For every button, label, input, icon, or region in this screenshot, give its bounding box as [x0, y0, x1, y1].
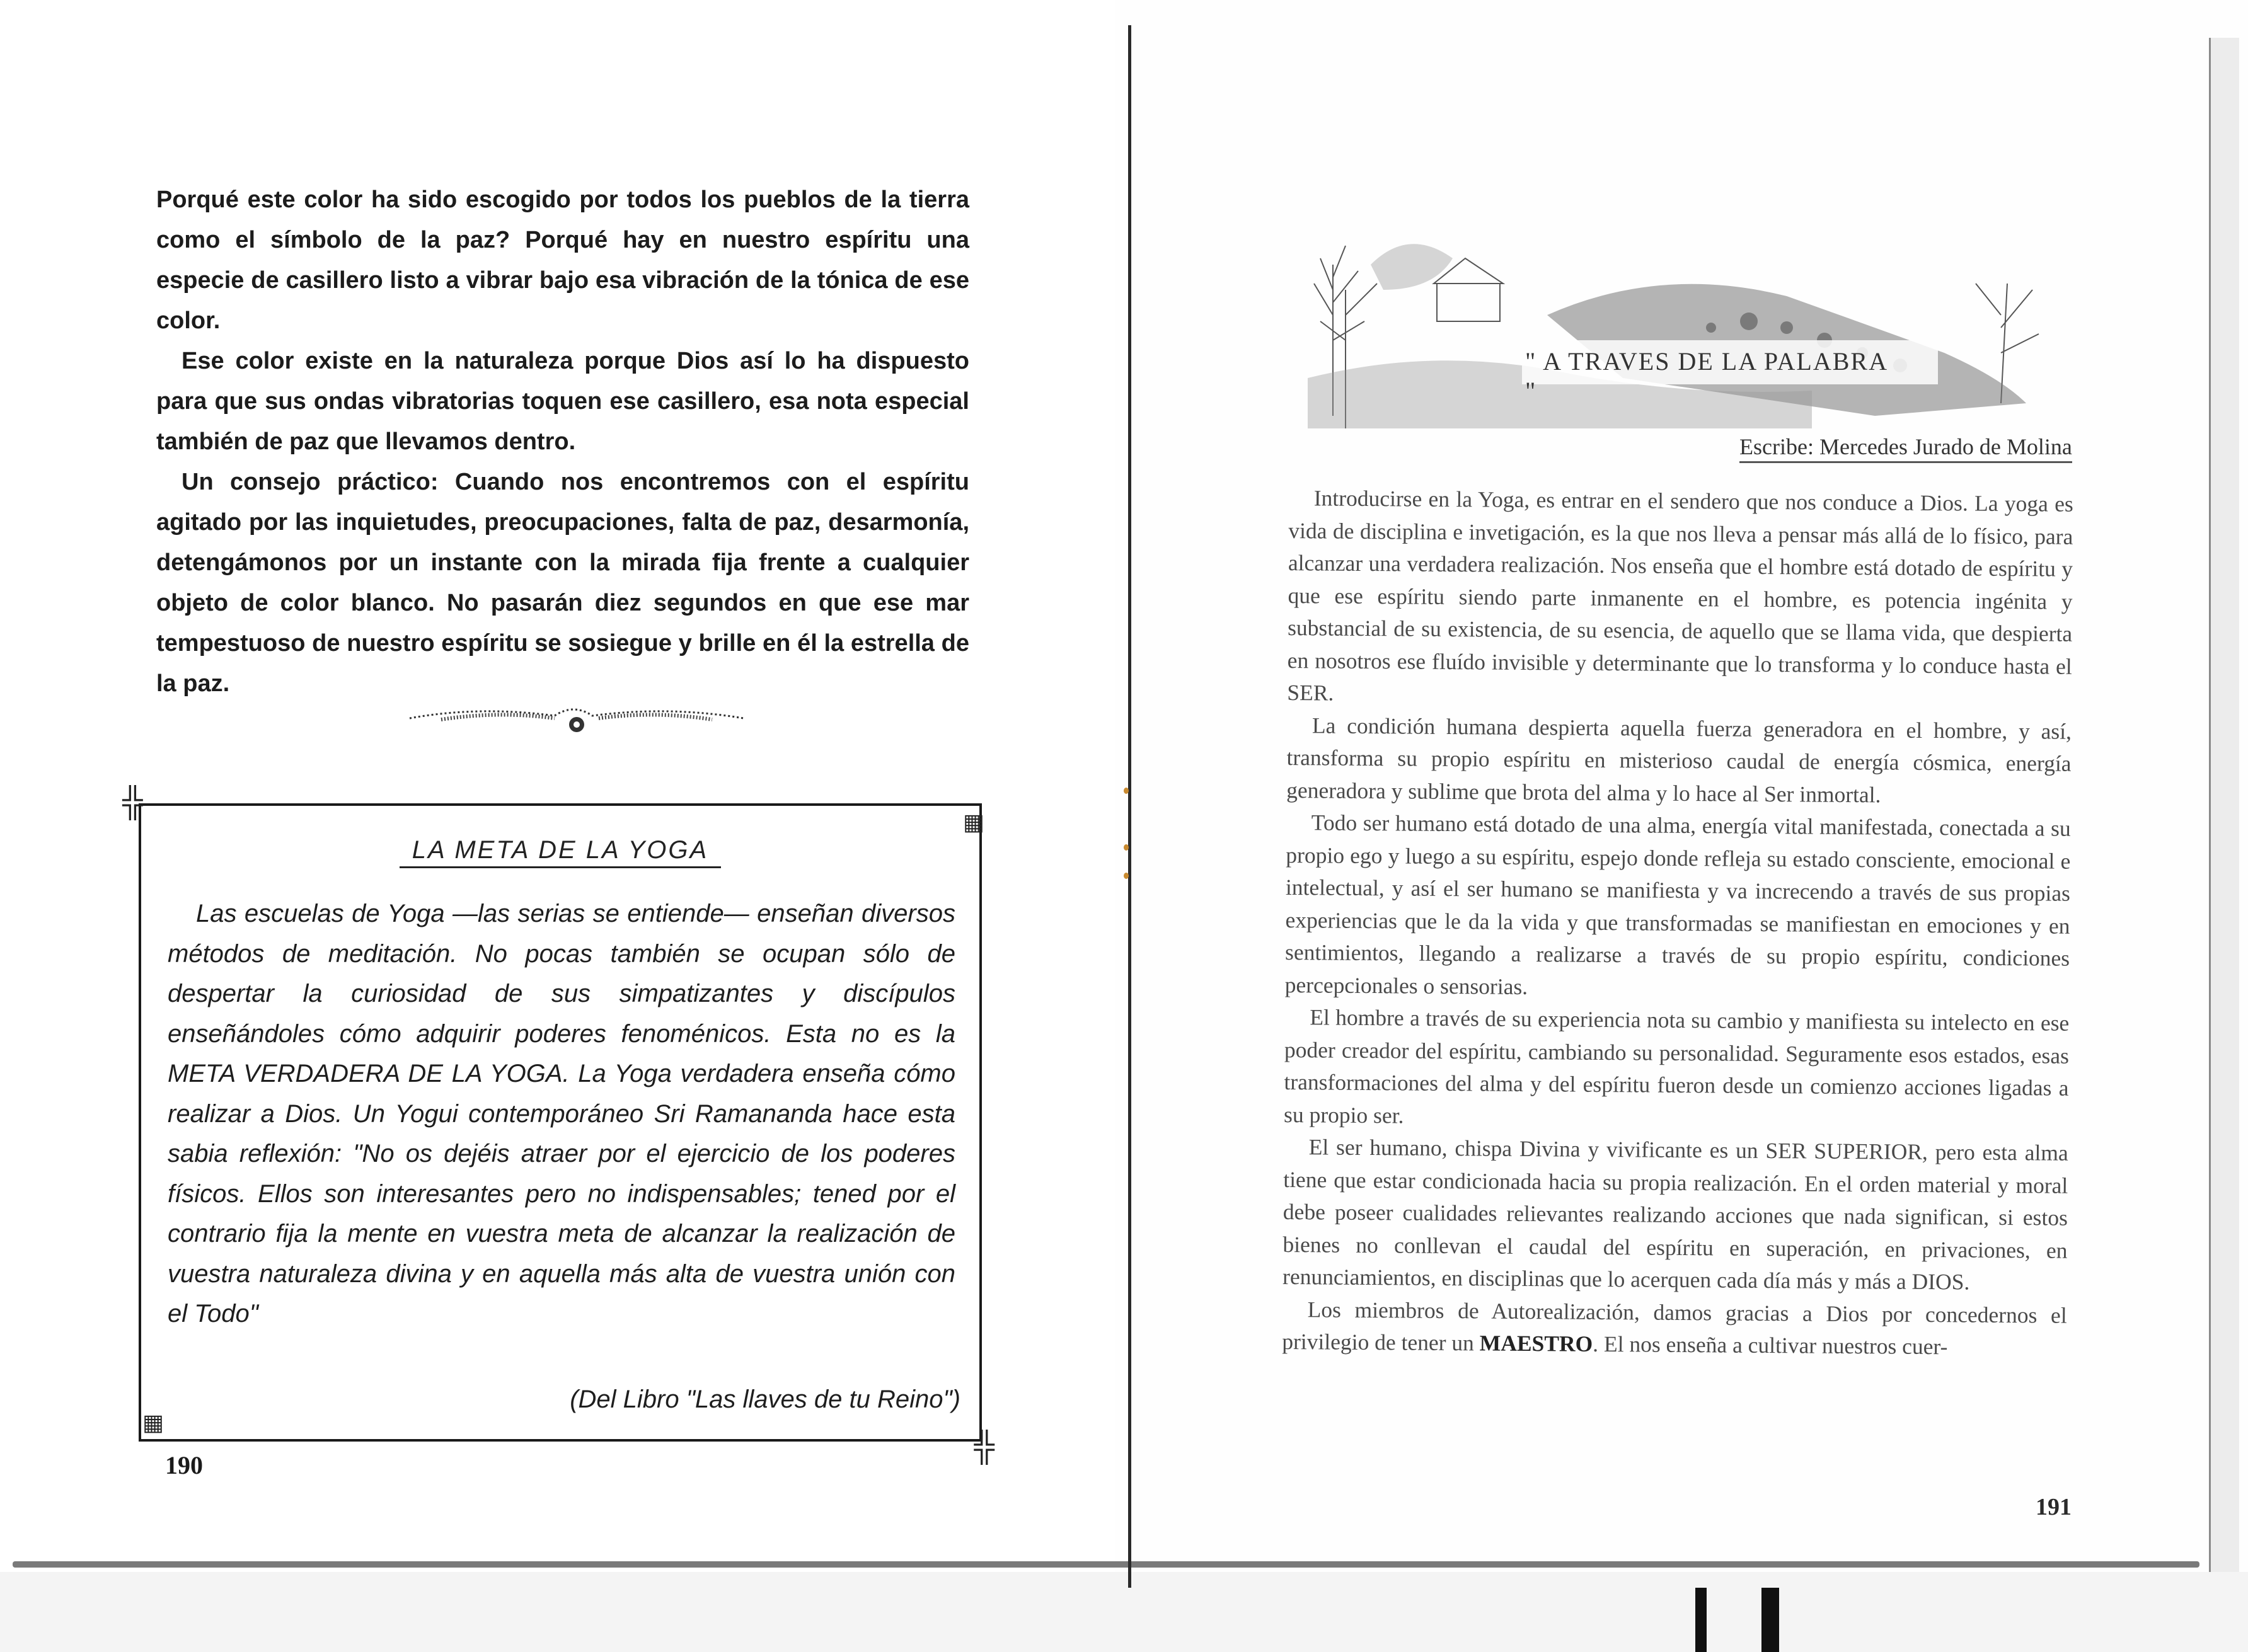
box-title: LA META DE LA YOGA [141, 836, 979, 864]
landscape-illustration-icon [1308, 189, 2051, 447]
paragraph: Todo ser humano está dotado de una alma, energía vital manifestada, conectada a su propio ego y luego a su espíritu, espejo donde refleja su estado consciente, emocional e intelectual, y así el ser humano se manifiesta y va increcendo a través de sus propias experiencias que le da la vida y que transformadas se manifiestan en emociones y en sentimientos, llegando a realizarse a través de su propio espíritu, condiciones percepcionales o sensorias. [1284, 810, 2071, 999]
ornament-divider-icon [403, 699, 750, 737]
corner-ornament-icon: ╬ [974, 1430, 994, 1462]
stain-mark [1124, 844, 1129, 851]
emphasis: MAESTRO [1479, 1330, 1593, 1357]
corner-ornament-icon: ▦ [962, 809, 984, 835]
scan-bottom-margin [0, 1572, 2248, 1652]
corner-ornament-icon: ▦ [142, 1409, 164, 1435]
book-gutter [1128, 25, 1131, 1588]
box-source: (Del Libro "Las llaves de tu Reino") [570, 1385, 960, 1413]
page-number-left: 190 [165, 1451, 203, 1479]
scan-marker [1761, 1588, 1779, 1652]
paragraph: El ser humano, chispa Divina y vivificante es un SER SUPERIOR, pero esta alma tiene que estar condicionada hacia su propia realización. En el orden material y moral debe poseer cualidades relievantes realizando acciones que nada significan, si estos bienes no conllevan el caudal del espíritu en superación, en privaciones, en renunciamientos, en disciplinas que lo acerquen cada día más y más a DIOS. [1282, 1134, 2068, 1295]
right-body-text [1282, 482, 2073, 1364]
paragraph: Los miembros de Autorealización, damos gracias a Dios por concedernos el privilegio de tener un MAESTRO. El nos enseña a cultivar nuestros cuer- [1282, 1296, 2067, 1360]
page-edge-right [2209, 38, 2239, 1575]
box-paragraph: Las escuelas de Yoga —las serias se entiende— enseñan diversos métodos de meditación. No pocas también se ocupan sólo de despertar la curiosidad de sus simpatizantes y discípulos enseñándoles cómo adquirir poderes fenoménicos. Esta no es la META VERDADERA DE LA YOGA. La Yoga verdadera enseña cómo realizar a Dios. Un Yogui contemporáneo Sri Ramananda hace esta sabia reflexión: "No os dejéis atraer por el ejercicio de los poderes físicos. Ellos son interesantes pero no indispensables; tened por el contrario fija la mente en vuestra meta de alcanzar la realización de vuestra naturaleza divina y en aquella más alta de vuestra unión con el Todo" [168, 900, 955, 1328]
page-edge-bottom [13, 1561, 2199, 1568]
article-title: " A TRAVES DE LA PALABRA " [1525, 347, 1887, 405]
page-number-right: 191 [2036, 1494, 2072, 1520]
stain-mark [1124, 873, 1129, 879]
paragraph: Un consejo práctico: Cuando nos encontremos con el espíritu agitado por las inquietudes, preocupaciones, falta de paz, desarmonía, detengámonos por un instante con la mirada fija frente a cualquier objeto de color blanco. No pasarán diez segundos en que ese mar tempestuoso de nuestro espíritu se sosiegue y brille en él la estrella de la paz. [156, 469, 969, 697]
paragraph: El hombre a través de su experiencia nota su cambio y manifiesta su intelecto en ese poder creador del espíritu, cambiando su personalidad. Seguramente esos estados, esas transformaciones del alma y del espíritu fueron desde un comienzo acciones ligadas a su propio ser. [1283, 1004, 2070, 1128]
corner-ornament-icon: ╬ [122, 785, 143, 818]
box-body [168, 894, 955, 1334]
paragraph: Introducirse en la Yoga, es entrar en el sendero que nos conduce a Dios. La yoga es vida de disciplina e invetigación, es la que nos lleva a pensar más allá de lo físico, para alcanzar una verdadera realización. Nos enseña que el hombre está dotado de espíritu y que ese espíritu siendo parte inmanente en el hombre, es potencia ingénita y substancial de su existencia, de su esencia, de aquello que se llama vida, que despierta en nosotros ese fluído invisible y determinante que lo transforma y lo conduce hasta el SER. [1287, 485, 2073, 706]
quote-box [122, 785, 994, 1462]
paragraph: Ese color existe en la naturaleza porque Dios así lo ha dispuesto para que sus ondas vibratorias toquen ese casillero, esa nota especial también de paz que llevamos dentro. [156, 348, 969, 455]
paragraph: La condición humana despierta aquella fuerza generadora en el hombre, y así, transforma su propio espíritu en misterioso caudal de energía cósmica, energía generadora y sublime que brota del alma y lo hace al Ser inmortal. [1286, 712, 2072, 807]
article-byline: Escribe: Mercedes Jurado de Molina [1739, 433, 2072, 463]
stain-mark [1124, 788, 1129, 794]
paragraph: Porqué este color ha sido escogido por todos los pueblos de la tierra como el símbolo de la paz? Porqué hay en nuestro espíritu una especie de casillero listo a vibrar bajo esa vibración de la tónica de ese color. [156, 186, 969, 334]
left-body-text [156, 180, 969, 704]
scan-marker [1695, 1588, 1707, 1652]
